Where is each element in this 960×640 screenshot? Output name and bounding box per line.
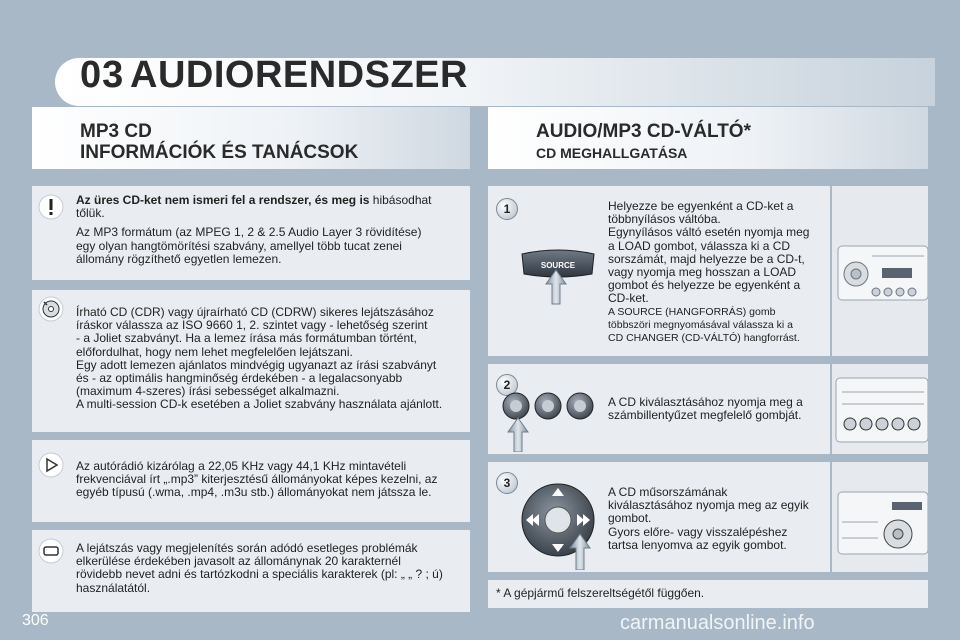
- display-icon: [38, 538, 64, 564]
- left-title-line2: INFORMÁCIÓK ÉS TANÁCSOK: [80, 142, 359, 163]
- watermark: carmanualsonline.info: [620, 612, 815, 634]
- step1-line3: Egynyílásos váltó esetén nyomja meg: [608, 225, 810, 240]
- radio-keys-illustration: [832, 364, 928, 454]
- source-button-label: SOURCE: [540, 261, 576, 270]
- cdr-line2: íráskor válassza az ISO 9660 1, 2. szintet vagy - lehetőség szerint: [76, 318, 428, 333]
- step1-line5: sorszámát, majd helyezze be a CD-t,: [608, 251, 805, 266]
- chars-line4: használatától.: [76, 580, 151, 595]
- play-icon: [38, 452, 64, 478]
- left-title-line1: MP3 CD: [80, 121, 152, 142]
- step1-panel: [488, 186, 830, 356]
- right-section-title: AUDIO/MP3 CD-VÁLTÓ*: [536, 121, 751, 142]
- step3-line5: tartsa lenyomva az egyik gombot.: [608, 537, 787, 552]
- left-section-header: [32, 107, 470, 169]
- direction-pad-illustration: [518, 480, 602, 570]
- mp3rate-line3: egyéb típusú (.wma, .mp4, .m3u stb.) állományokat nem játssza le.: [76, 485, 432, 500]
- chapter-title: AUDIORENDSZER: [130, 54, 468, 96]
- footnote-text: * A gépjármű felszereltségétől függően.: [496, 586, 705, 600]
- step1-line8: CD-ket.: [608, 291, 649, 306]
- step1-line4: a LOAD gombot, válassza ki a CD: [608, 238, 791, 253]
- cdr-line5: Egy adott lemezen ajánlatos mindvégig ugyanazt az írási szabványt: [76, 357, 437, 372]
- warning-bold-text: Az üres CD-ket nem ismeri fel a rendszer, és meg is: [76, 193, 373, 207]
- step1-line2: többnyílásos váltóba.: [608, 212, 721, 227]
- step3-panel: [488, 462, 830, 572]
- warning-panel: [32, 186, 470, 280]
- mp3rate-line2: frekvenciával írt „.mp3” kiterjesztésű állományokat képes kezelni, az: [76, 472, 438, 487]
- cdr-line4: előfordulhat, hogy nem lehet megfelelően lejátszani.: [76, 344, 353, 359]
- chars-line1: A lejátszás vagy megjelenítés során adódó esetleges problémák: [76, 541, 418, 555]
- radio-dial-illustration: [832, 462, 928, 572]
- mp3-info-line3: állomány rögzíthető egyetlen lemezen.: [76, 251, 282, 266]
- mp3-info-line1: Az MP3 formátum (az MPEG 1, 2 & 2.5 Audio Layer 3 rövidítése): [76, 225, 422, 240]
- cdr-line1: Írható CD (CDR) vagy újraírható CD (CDRW) sikeres lejátszásához: [76, 305, 434, 319]
- left-section-title: [80, 121, 358, 163]
- step1-line10: többszöri megnyomásával válassza ki a: [608, 318, 794, 331]
- cdr-panel: [32, 290, 470, 432]
- step2-badge: 2: [496, 374, 518, 396]
- radio-unit-image-1: [832, 186, 928, 356]
- step3-badge: 3: [496, 472, 518, 494]
- cd-icon: [38, 296, 64, 322]
- right-section-header: [488, 107, 928, 169]
- step2-line2: számbillentyűzet megfelelő gombját.: [608, 408, 802, 423]
- exclamation-icon: [38, 194, 64, 220]
- step3-line4: Gyors előre- vagy visszalépéshez: [608, 524, 788, 539]
- chars-line2: elkerülése érdekében javasolt az állománynak 20 karakternél: [76, 554, 401, 569]
- mp3rate-line1: Az autórádió kizárólag a 22,05 KHz vagy 44,1 KHz mintavételi: [76, 459, 407, 473]
- mp3-info-line2: egy olyan hangtömörítési szabvány, amellyel több tucat zenei: [76, 238, 402, 253]
- chars-line3: rövidebb nevet adni és tartózkodni a speciális karakterek (pl: „ „ ? ; ú): [76, 567, 443, 582]
- step1-line9: A SOURCE (HANGFORRÁS) gomb: [608, 305, 776, 318]
- step3-line3: gombot.: [608, 511, 652, 526]
- page-number: 306: [22, 612, 49, 629]
- step1-line11: CD CHANGER (CD-VÁLTÓ) hangforrást.: [608, 332, 800, 345]
- number-keys-illustration: [498, 392, 598, 452]
- step3-line1: A CD műsorszámának: [608, 485, 728, 499]
- radio-unit-image-2: [832, 364, 928, 454]
- radio-unit-image-3: [832, 462, 928, 572]
- mp3-rate-panel: [32, 440, 470, 522]
- step1-line7: gombot és helyezze be egyenként a: [608, 278, 801, 293]
- step2-line1: A CD kiválasztásához nyomja meg a: [608, 395, 803, 409]
- cdr-line3: - a Joliet szabványt. Ha a lemez írása más formátumban történt,: [76, 331, 417, 346]
- filename-chars-panel: [32, 530, 470, 612]
- cdr-line7: (maximum 4-szeres) írási sebességet alkalmazni.: [76, 384, 340, 399]
- step1-line6: vagy nyomja meg hosszan a LOAD: [608, 265, 797, 280]
- cdr-line8: A multi-session CD-k esetében a Joliet szabvány használata ajánlott.: [76, 397, 443, 412]
- source-button-illustration: [518, 246, 598, 306]
- step1-badge: 1: [496, 198, 518, 220]
- footnote-panel: [488, 580, 928, 608]
- step3-line2: kiválasztásához nyomja meg az egyik: [608, 498, 809, 513]
- radio-faceplate-illustration: [832, 186, 928, 356]
- warning-text-line2: tőlük.: [76, 206, 105, 221]
- cdr-line6: és - az optimális hangminőség érdekében - a legalacsonyabb: [76, 371, 403, 386]
- step1-line1: Helyezze be egyenként a CD-ket a: [608, 199, 794, 213]
- step2-panel: [488, 364, 830, 454]
- right-section-subtitle: CD MEGHALLGATÁSA: [536, 145, 688, 161]
- warning-text: hibásodhat: [372, 193, 432, 207]
- chapter-number: 03: [80, 54, 125, 96]
